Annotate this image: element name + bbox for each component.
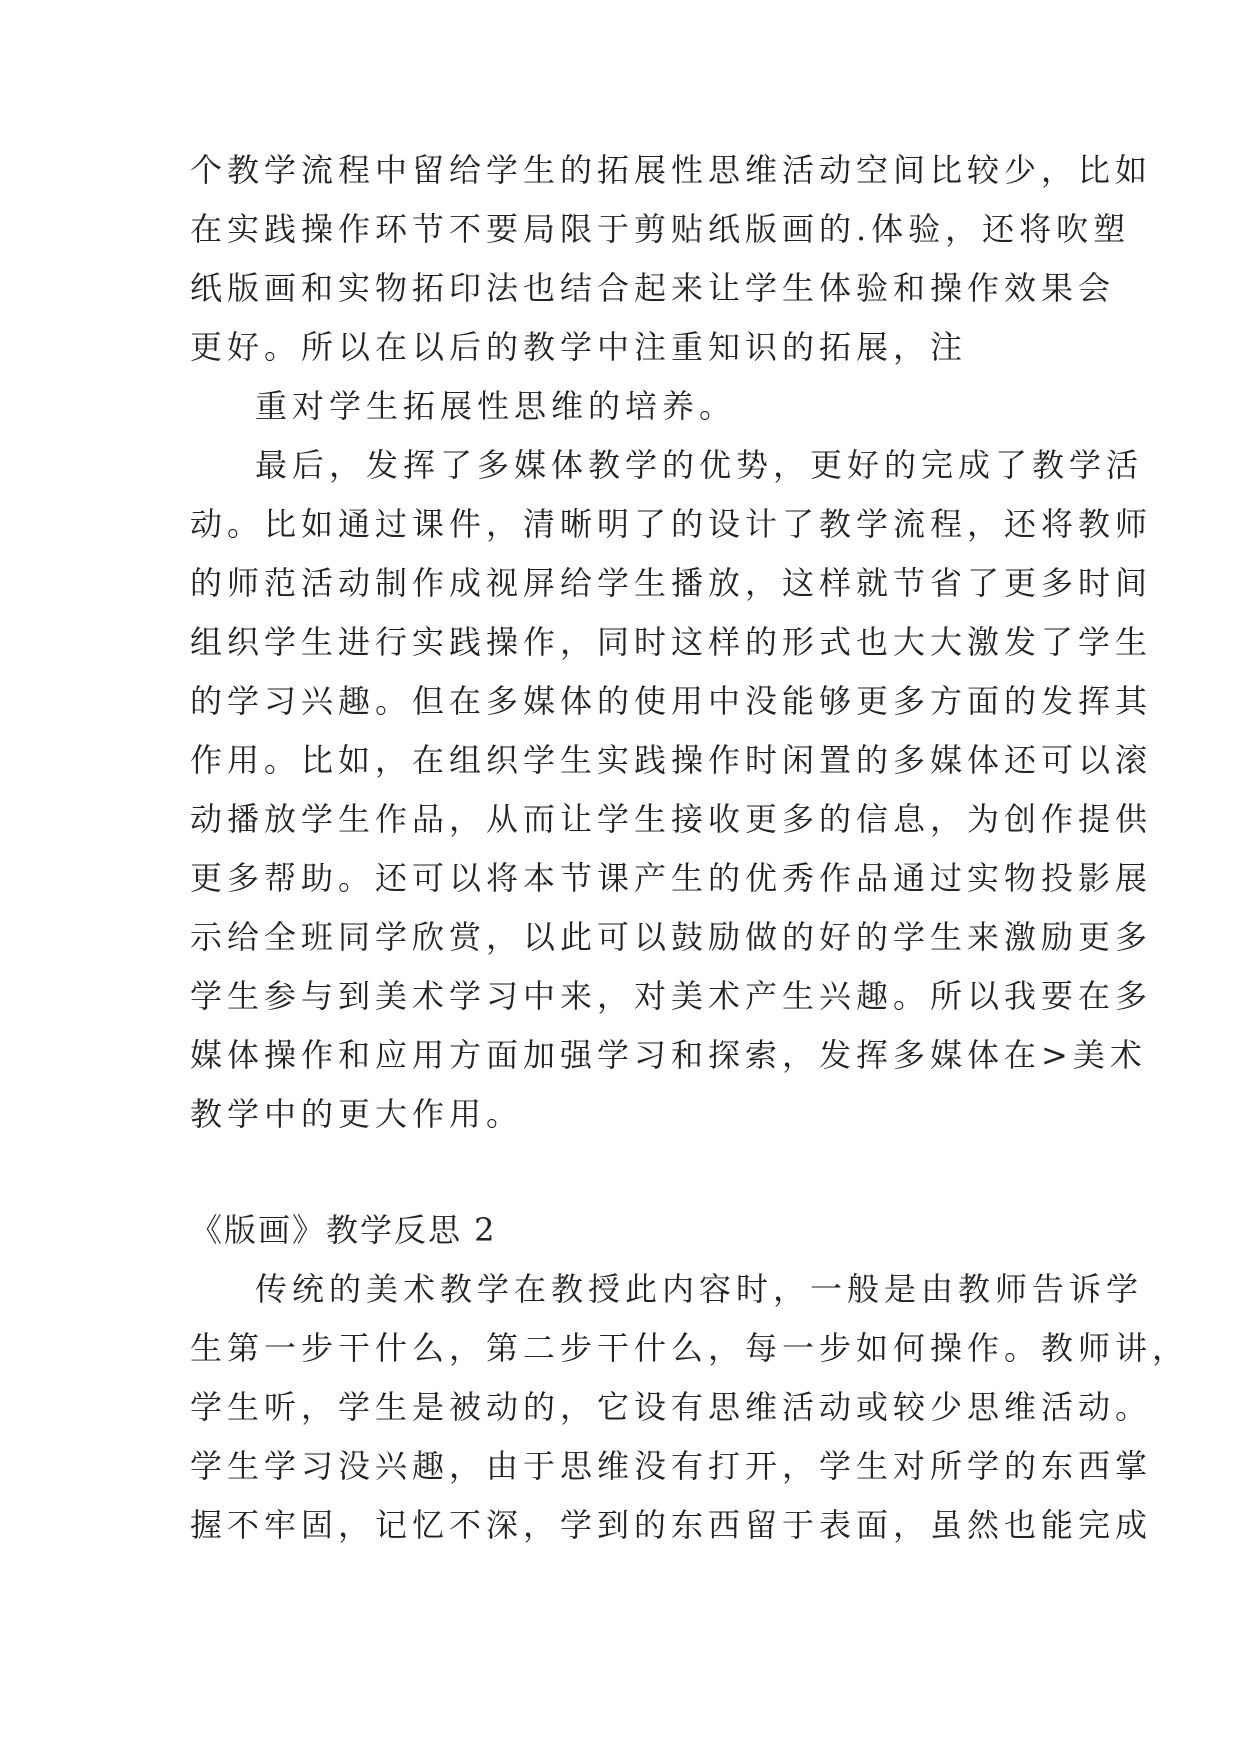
paragraph-line: 纸版画和实物拓印法也结合起来让学生体验和操作效果会 — [190, 269, 1116, 307]
paragraph-line: 最后，发挥了多媒体教学的优势，更好的完成了教学活 — [255, 446, 1144, 484]
section-heading: 《版画》教学反思 2 — [190, 1211, 497, 1249]
paragraph-line: 握不牢固，记忆不深，学到的东西留于表面，虽然也能完成 — [190, 1506, 1153, 1544]
paragraph-line: 更多帮助。还可以将本节课产生的优秀作品通过实物投影展 — [190, 859, 1153, 897]
paragraph-line: 作用。比如，在组织学生实践操作时闲置的多媒体还可以滚 — [190, 741, 1153, 779]
paragraph-line: 个教学流程中留给学生的拓展性思维活动空间比较少，比如 — [190, 151, 1153, 189]
paragraph-line: 示给全班同学欣赏，以此可以鼓励做的好的学生来激励更多 — [190, 918, 1153, 956]
paragraph-line: 在实践操作环节不要局限于剪贴纸版画的.体验，还将吹塑 — [190, 210, 1131, 248]
paragraph-line: 动。比如通过课件，清晰明了的设计了教学流程，还将教师 — [190, 505, 1153, 543]
paragraph-line: 学生听，学生是被动的，它设有思维活动或较少思维活动。 — [190, 1388, 1153, 1426]
paragraph-line: 的学习兴趣。但在多媒体的使用中没能够更多方面的发挥其 — [190, 682, 1153, 720]
paragraph-line: 重对学生拓展性思维的培养。 — [255, 387, 737, 425]
paragraph-line: 教学中的更大作用。 — [190, 1095, 524, 1133]
paragraph-line: 生第一步干什么，第二步干什么，每一步如何操作。教师讲， — [190, 1329, 1190, 1367]
paragraph-line: 学生学习没兴趣，由于思维没有打开，学生对所学的东西掌 — [190, 1447, 1153, 1485]
paragraph-line: 媒体操作和应用方面加强学习和探索，发挥多媒体在>美术 — [190, 1036, 1147, 1074]
paragraph-line: 动播放学生作品，从而让学生接收更多的信息，为创作提供 — [190, 800, 1153, 838]
paragraph-line: 组织学生进行实践操作，同时这样的形式也大大激发了学生 — [190, 623, 1153, 661]
paragraph-line: 学生参与到美术学习中来，对美术产生兴趣。所以我要在多 — [190, 977, 1153, 1015]
paragraph-line: 传统的美术教学在教授此内容时，一般是由教师告诉学 — [255, 1270, 1144, 1308]
paragraph-line: 的师范活动制作成视屏给学生播放，这样就节省了更多时间 — [190, 564, 1153, 602]
paragraph-line: 更好。所以在以后的教学中注重知识的拓展，注 — [190, 328, 968, 366]
